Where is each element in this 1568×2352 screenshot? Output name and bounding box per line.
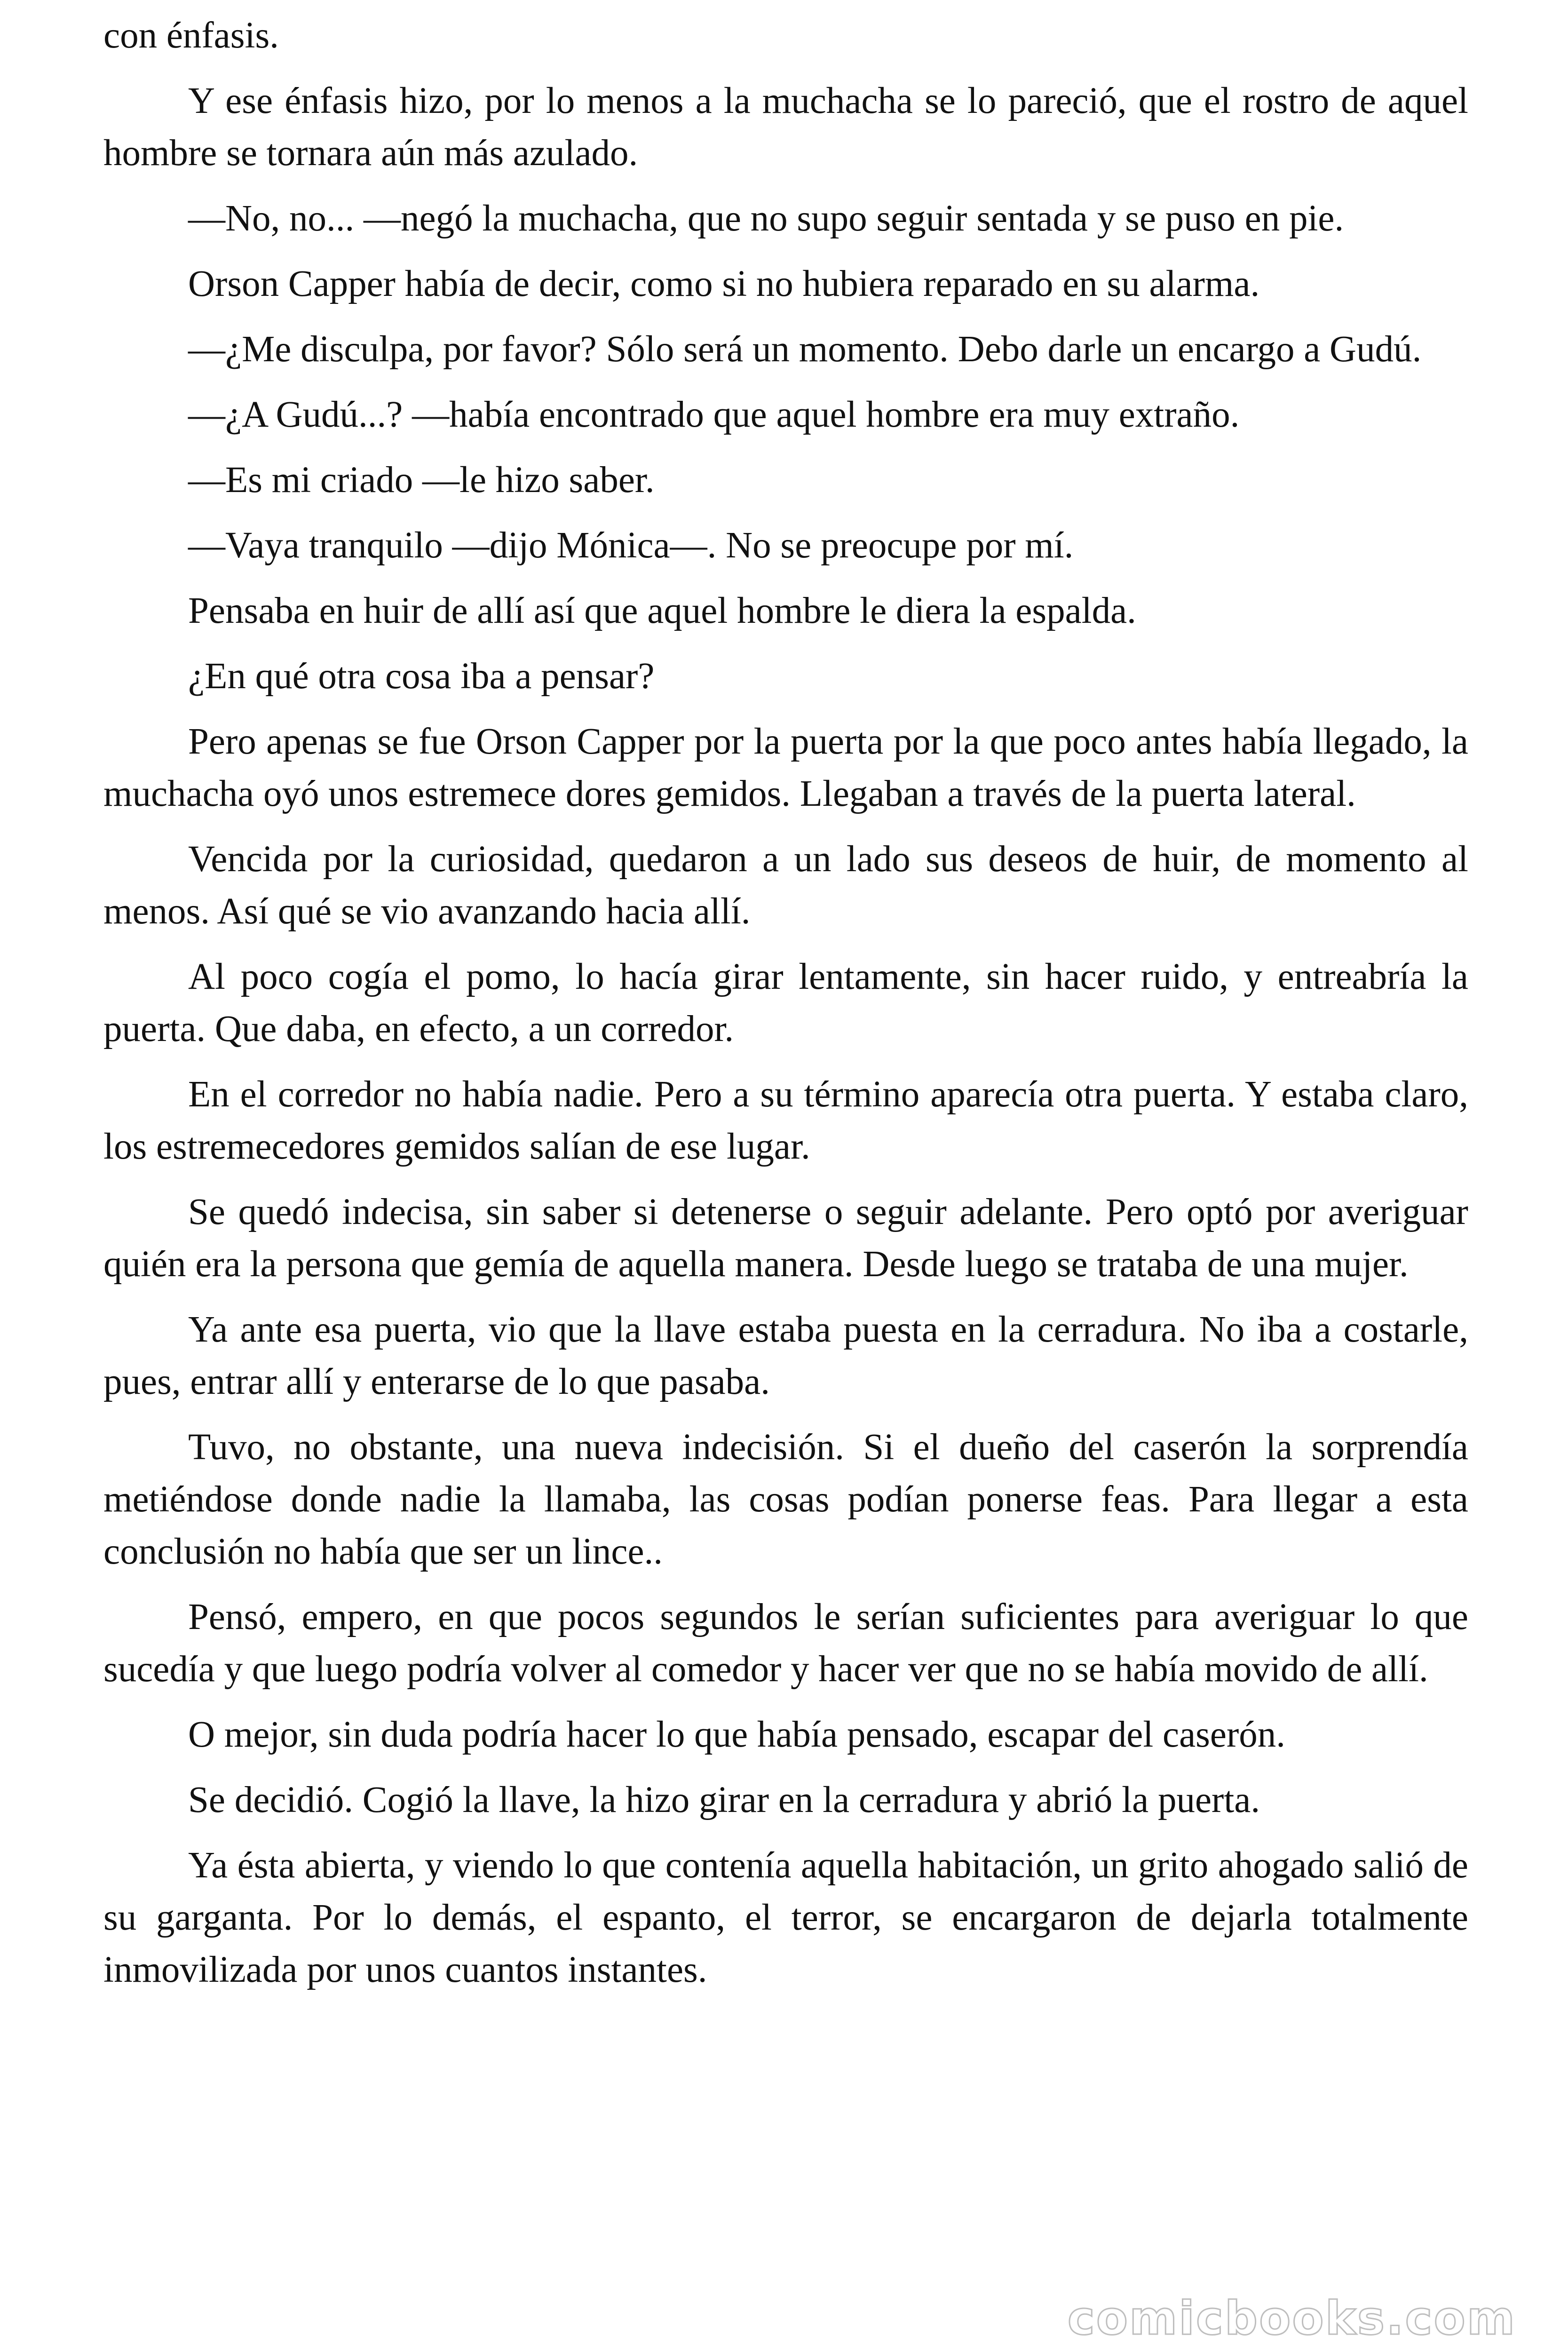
paragraph: Pensaba en huir de allí así que aquel hombre le diera la espalda.: [188, 590, 1136, 631]
paragraph: Ya ésta abierta, y viendo lo que contenía aquella habitación, un grito ahogado salió de su garganta. Por lo demás, el espanto, el terror, se encargaron de dejarla totalmente inmovilizada por unos cuantos instantes.: [103, 1845, 1468, 1990]
paragraph: Pero apenas se fue Orson Capper por la puerta por la que poco antes había llegado, la muchacha oyó unos estremece dores gemidos. Llegaban a través de la puerta lateral.: [103, 721, 1468, 814]
paragraph: Se decidió. Cogió la llave, la hizo girar en la cerradura y abrió la puerta.: [188, 1780, 1260, 1820]
paragraph: Se quedó indecisa, sin saber si detenerse o seguir adelante. Pero optó por averiguar quién era la persona que gemía de aquella manera. Desde luego se trataba de una mujer.: [103, 1192, 1468, 1285]
watermark-logo: comicbooks.com: [1067, 2292, 1516, 2345]
paragraph: Orson Capper había de decir, como si no hubiera reparado en su alarma.: [188, 263, 1260, 304]
paragraph: Ya ante esa puerta, vio que la llave estaba puesta en la cerradura. No iba a costarle, pues, entrar allí y enterarse de lo que pasaba.: [103, 1309, 1468, 1402]
paragraph: —Es mi criado —le hizo saber.: [188, 460, 655, 501]
paragraph: Al poco cogía el pomo, lo hacía girar lentamente, sin hacer ruido, y entreabría la puerta. Que daba, en efecto, a un corredor.: [103, 956, 1468, 1049]
paragraph: —¿A Gudú...? —había encontrado que aquel hombre era muy extraño.: [188, 394, 1240, 435]
paragraph: ¿En qué otra cosa iba a pensar?: [188, 656, 655, 697]
paragraph: Pensó, empero, en que pocos segundos le serían suficientes para averiguar lo que sucedía y que luego podría volver al comedor y hacer ver que no se había movido de allí.: [103, 1597, 1468, 1690]
book-page-text: [103, 9, 1468, 2009]
paragraph: con énfasis.: [103, 15, 279, 56]
paragraph: Vencida por la curiosidad, quedaron a un lado sus deseos de huir, de momento al menos. Así qué se vio avanzando hacia allí.: [103, 839, 1468, 932]
paragraph: En el corredor no había nadie. Pero a su término aparecía otra puerta. Y estaba claro, los estremecedores gemidos salían de ese lugar.: [103, 1074, 1468, 1167]
paragraph: Y ese énfasis hizo, por lo menos a la muchacha se lo pareció, que el rostro de aquel hombre se tornara aún más azulado.: [103, 80, 1468, 174]
paragraph: —No, no... —negó la muchacha, que no supo seguir sentada y se puso en pie.: [188, 198, 1344, 239]
paragraph: Tuvo, no obstante, una nueva indecisión. Si el dueño del caserón la sorprendía metiéndose donde nadie la llamaba, las cosas podían ponerse feas. Para llegar a esta conclusión no había que ser un lince..: [103, 1427, 1468, 1572]
paragraph: O mejor, sin duda podría hacer lo que había pensado, escapar del caserón.: [188, 1714, 1286, 1755]
paragraph: —Vaya tranquilo —dijo Mónica—. No se preocupe por mí.: [188, 525, 1074, 566]
paragraph: —¿Me disculpa, por favor? Sólo será un momento. Debo darle un encargo a Gudú.: [188, 329, 1422, 370]
